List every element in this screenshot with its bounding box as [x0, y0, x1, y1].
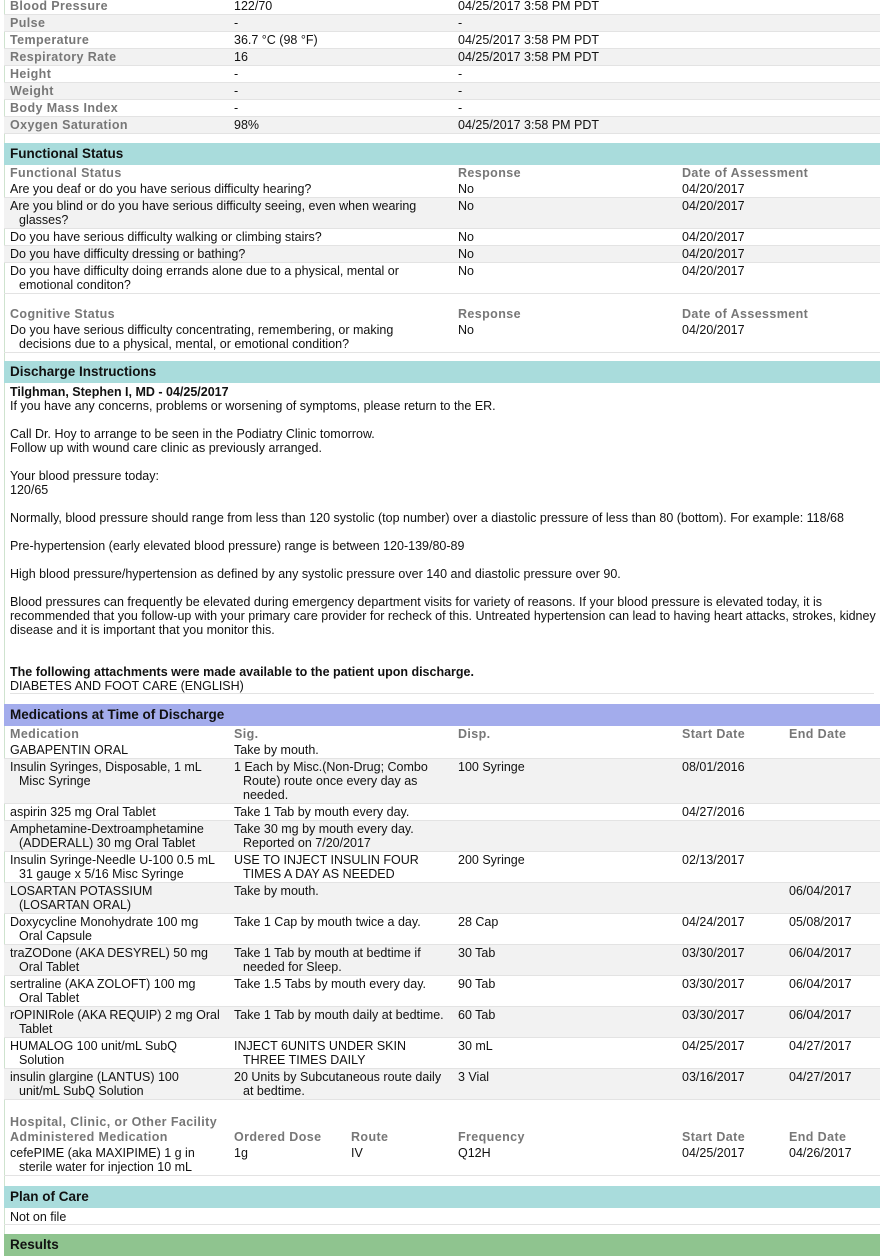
- medication-row: [4, 914, 880, 945]
- vital-row: [4, 49, 880, 66]
- medication-end-date: [783, 742, 880, 759]
- vital-label: Blood Pressure: [4, 0, 228, 15]
- vital-value: 36.7 °C (98 °F): [228, 32, 452, 49]
- medication-sig: 1 Each by Misc.(Non-Drug; Combo Route) route once every day as needed.: [228, 759, 452, 804]
- medication-start-date: 03/30/2017: [676, 976, 783, 1007]
- functional-response: No: [452, 198, 676, 229]
- functional-date: 04/20/2017: [676, 246, 880, 263]
- vital-date: -: [452, 83, 880, 100]
- medication-row: [4, 1038, 880, 1069]
- cognitive-row: [4, 322, 880, 353]
- medication-name: traZODone (AKA DESYREL) 50 mg Oral Tablet: [4, 945, 228, 976]
- start-date: 04/25/2017: [676, 1145, 783, 1176]
- col-ordered-dose: Ordered Dose: [234, 1130, 322, 1144]
- medication-start-date: 03/16/2017: [676, 1069, 783, 1100]
- medication-start-date: 04/25/2017: [676, 1038, 783, 1069]
- cognitive-question: Do you have serious difficulty concentrating, remembering, or making decisions due to a physical, mental, or emotional condition?: [4, 322, 452, 353]
- medication-name: LOSARTAN POTASSIUM (LOSARTAN ORAL): [4, 883, 228, 914]
- medication-disp: 30 mL: [452, 1038, 676, 1069]
- functional-row: [4, 229, 880, 246]
- vital-value: -: [228, 15, 452, 32]
- medication-row: [4, 883, 880, 914]
- medication-row: [4, 945, 880, 976]
- vital-row: [4, 66, 880, 83]
- medication-end-date: 05/08/2017: [783, 914, 880, 945]
- vital-row: [4, 32, 880, 49]
- col-frequency: Frequency: [458, 1130, 525, 1144]
- medication-name: insulin glargine (LANTUS) 100 unit/mL SubQ Solution: [4, 1069, 228, 1100]
- medication-end-date: 06/04/2017: [783, 883, 880, 914]
- medication-name: GABAPENTIN ORAL: [4, 742, 228, 759]
- results-header: Results: [4, 1234, 880, 1256]
- medication-start-date: [676, 883, 783, 914]
- col-sig: Sig.: [234, 727, 259, 741]
- medication-sig: USE TO INJECT INSULIN FOUR TIMES A DAY AS NEEDED: [228, 852, 452, 883]
- cognitive-response: No: [452, 322, 676, 353]
- vital-row: [4, 15, 880, 32]
- medication-name: aspirin 325 mg Oral Tablet: [4, 804, 228, 821]
- discharge-paragraph: If you have any concerns, problems or worsening of symptoms, please return to the ER.: [10, 399, 496, 413]
- discharge-paragraph: High blood pressure/hypertension as defined by any systolic pressure over 140 and diastolic pressure over 90.: [10, 567, 621, 581]
- functional-row: [4, 246, 880, 263]
- medication-end-date: [783, 852, 880, 883]
- discharge-author: Tilghman, Stephen I, MD - 04/25/2017: [10, 385, 229, 399]
- functional-question: Are you deaf or do you have serious difficulty hearing?: [4, 181, 452, 198]
- medication-end-date: 06/04/2017: [783, 1007, 880, 1038]
- vital-value: 122/70: [228, 0, 452, 15]
- medication-sig: 20 Units by Subcutaneous route daily at bedtime.: [228, 1069, 452, 1100]
- discharge-instructions-header: Discharge Instructions: [4, 361, 880, 383]
- functional-row: [4, 263, 880, 294]
- discharge-paragraph: Call Dr. Hoy to arrange to be seen in the Podiatry Clinic tomorrow.: [10, 427, 375, 441]
- attachments-title: The following attachments were made available to the patient upon discharge.: [10, 665, 474, 679]
- col-end-date: End Date: [789, 1130, 847, 1144]
- medication-name: sertraline (AKA ZOLOFT) 100 mg Oral Tablet: [4, 976, 228, 1007]
- discharge-paragraph: Your blood pressure today:: [10, 469, 159, 483]
- col-disp: Disp.: [458, 727, 491, 741]
- col-functional-status: Functional Status: [10, 166, 122, 180]
- administered-row: [4, 1145, 880, 1176]
- medication-name: Insulin Syringe-Needle U-100 0.5 mL 31 gauge x 5/16 Misc Syringe: [4, 852, 228, 883]
- vital-row: [4, 83, 880, 100]
- col-cognitive-status: Cognitive Status: [10, 307, 116, 321]
- end-date: 04/26/2017: [783, 1145, 880, 1176]
- medication-row: [4, 1007, 880, 1038]
- plan-of-care-text: Not on file: [4, 1208, 880, 1225]
- ordered-dose: 1g: [228, 1145, 345, 1176]
- col-end-date: End Date: [789, 727, 847, 741]
- functional-date: 04/20/2017: [676, 263, 880, 294]
- functional-response: No: [452, 263, 676, 294]
- vital-date: 04/25/2017 3:58 PM PDT: [452, 117, 880, 134]
- medications-header: Medications at Time of Discharge: [4, 704, 880, 726]
- discharge-paragraph: Follow up with wound care clinic as previously arranged.: [10, 441, 322, 455]
- medication-disp: 30 Tab: [452, 945, 676, 976]
- functional-response: No: [452, 229, 676, 246]
- medication-row: [4, 804, 880, 821]
- discharge-paragraph: Blood pressures can frequently be elevated during emergency department visits for variety of reasons. If your blood pressure is elevated today, it is recommended that you follow-up with your primary care provider for recheck of this. Untreated hypertension can lead to having heart attacks, strokes, kidney disease and it is important that you monitor this.: [10, 595, 876, 637]
- vital-label: Weight: [4, 83, 228, 100]
- medication-start-date: 03/30/2017: [676, 945, 783, 976]
- vital-row: [4, 117, 880, 134]
- col-response: Response: [458, 166, 521, 180]
- medication-start-date: [676, 821, 783, 852]
- medication-row: [4, 852, 880, 883]
- vital-date: 04/25/2017 3:58 PM PDT: [452, 32, 880, 49]
- medication-sig: Take 1 Tab by mouth daily at bedtime.: [228, 1007, 452, 1038]
- medication-row: [4, 742, 880, 759]
- document-page: [4, 0, 880, 1256]
- functional-question: Do you have difficulty doing errands alone due to a physical, mental or emotional conditon?: [4, 263, 452, 294]
- medication-disp: 90 Tab: [452, 976, 676, 1007]
- attachment-item: DIABETES AND FOOT CARE (ENGLISH): [10, 679, 874, 694]
- vital-date: -: [452, 100, 880, 117]
- medication-end-date: 06/04/2017: [783, 945, 880, 976]
- vital-row: [4, 100, 880, 117]
- medication-disp: 200 Syringe: [452, 852, 676, 883]
- medication-end-date: [783, 759, 880, 804]
- col-medication: Medication: [10, 727, 80, 741]
- plan-of-care-header: Plan of Care: [4, 1186, 880, 1208]
- medication-name: rOPINIRole (AKA REQUIP) 2 mg Oral Tablet: [4, 1007, 228, 1038]
- medication-start-date: 02/13/2017: [676, 852, 783, 883]
- col-route: Route: [351, 1130, 389, 1144]
- discharge-instructions-body: [4, 383, 880, 694]
- medication-row: [4, 759, 880, 804]
- medication-name: Doxycycline Monohydrate 100 mg Oral Capsule: [4, 914, 228, 945]
- functional-date: 04/20/2017: [676, 198, 880, 229]
- discharge-paragraph: Normally, blood pressure should range from less than 120 systolic (top number) over a diastolic pressure of less than 80 (bottom). For example: 118/68: [10, 511, 844, 525]
- vital-label: Respiratory Rate: [4, 49, 228, 66]
- col-response: Response: [458, 307, 521, 321]
- cognitive-status-table: [4, 306, 880, 353]
- medication-start-date: 04/27/2016: [676, 804, 783, 821]
- functional-response: No: [452, 181, 676, 198]
- functional-question: Do you have difficulty dressing or bathing?: [4, 246, 452, 263]
- medication-sig: Take 1 Tab by mouth at bedtime if needed for Sleep.: [228, 945, 452, 976]
- vital-label: Pulse: [4, 15, 228, 32]
- medication-sig: Take 30 mg by mouth every day. Reported on 7/20/2017: [228, 821, 452, 852]
- cognitive-date: 04/20/2017: [676, 322, 880, 353]
- medication-sig: Take by mouth.: [228, 742, 452, 759]
- functional-row: [4, 181, 880, 198]
- medication-sig: Take by mouth.: [228, 883, 452, 914]
- col-date-assessment: Date of Assessment: [682, 307, 809, 321]
- vital-label: Temperature: [4, 32, 228, 49]
- discharge-bp-value: 120/65: [10, 483, 49, 497]
- functional-row: [4, 198, 880, 229]
- medication-disp: [452, 821, 676, 852]
- discharge-paragraph: Pre-hypertension (early elevated blood pressure) range is between 120-139/80-89: [10, 539, 465, 553]
- medication-start-date: 04/24/2017: [676, 914, 783, 945]
- medication-end-date: [783, 804, 880, 821]
- col-administered-medication: Administered Medication: [10, 1130, 168, 1144]
- medication-end-date: 06/04/2017: [783, 976, 880, 1007]
- administered-medications-table: [4, 1114, 880, 1176]
- medication-row: [4, 976, 880, 1007]
- vital-value: 16: [228, 49, 452, 66]
- medication-name: Amphetamine-Dextroamphetamine (ADDERALL) 30 mg Oral Tablet: [4, 821, 228, 852]
- vitals-table: [4, 0, 880, 134]
- medication-disp: [452, 742, 676, 759]
- vital-value: -: [228, 66, 452, 83]
- medication-name: HUMALOG 100 unit/mL SubQ Solution: [4, 1038, 228, 1069]
- medication-start-date: 03/30/2017: [676, 1007, 783, 1038]
- vital-date: 04/25/2017 3:58 PM PDT: [452, 0, 880, 15]
- medication-sig: Take 1 Tab by mouth every day.: [228, 804, 452, 821]
- medication-end-date: [783, 821, 880, 852]
- col-start-date: Start Date: [682, 727, 746, 741]
- medication-row: [4, 1069, 880, 1100]
- col-start-date: Start Date: [682, 1130, 746, 1144]
- medication-end-date: 04/27/2017: [783, 1069, 880, 1100]
- medication-end-date: 04/27/2017: [783, 1038, 880, 1069]
- medication-disp: 60 Tab: [452, 1007, 676, 1038]
- vital-value: -: [228, 100, 452, 117]
- medication-sig: INJECT 6UNITS UNDER SKIN THREE TIMES DAILY: [228, 1038, 452, 1069]
- functional-question: Do you have serious difficulty walking or climbing stairs?: [4, 229, 452, 246]
- vital-row: [4, 0, 880, 15]
- vital-label: Height: [4, 66, 228, 83]
- frequency: Q12H: [452, 1145, 676, 1176]
- medication-sig: Take 1.5 Tabs by mouth every day.: [228, 976, 452, 1007]
- vital-label: Body Mass Index: [4, 100, 228, 117]
- administered-medication: cefePIME (aka MAXIPIME) 1 g in sterile water for injection 10 mL: [4, 1145, 228, 1176]
- vital-value: -: [228, 83, 452, 100]
- functional-question: Are you blind or do you have serious difficulty seeing, even when wearing glasses?: [4, 198, 452, 229]
- col-date-assessment: Date of Assessment: [682, 166, 809, 180]
- facility-heading: Hospital, Clinic, or Other Facility: [10, 1115, 218, 1129]
- medication-row: [4, 821, 880, 852]
- medication-start-date: [676, 742, 783, 759]
- functional-status-header: Functional Status: [4, 143, 880, 165]
- medication-disp: [452, 883, 676, 914]
- vital-date: -: [452, 15, 880, 32]
- functional-date: 04/20/2017: [676, 229, 880, 246]
- functional-status-table: [4, 165, 880, 294]
- medication-disp: [452, 804, 676, 821]
- medication-disp: 3 Vial: [452, 1069, 676, 1100]
- vital-date: -: [452, 66, 880, 83]
- functional-date: 04/20/2017: [676, 181, 880, 198]
- vital-date: 04/25/2017 3:58 PM PDT: [452, 49, 880, 66]
- medication-start-date: 08/01/2016: [676, 759, 783, 804]
- medication-name: Insulin Syringes, Disposable, 1 mL Misc Syringe: [4, 759, 228, 804]
- vital-label: Oxygen Saturation: [4, 117, 228, 134]
- medications-table: [4, 726, 880, 1100]
- functional-response: No: [452, 246, 676, 263]
- medication-disp: 100 Syringe: [452, 759, 676, 804]
- vital-value: 98%: [228, 117, 452, 134]
- medication-disp: 28 Cap: [452, 914, 676, 945]
- route: IV: [345, 1145, 452, 1176]
- medication-sig: Take 1 Cap by mouth twice a day.: [228, 914, 452, 945]
